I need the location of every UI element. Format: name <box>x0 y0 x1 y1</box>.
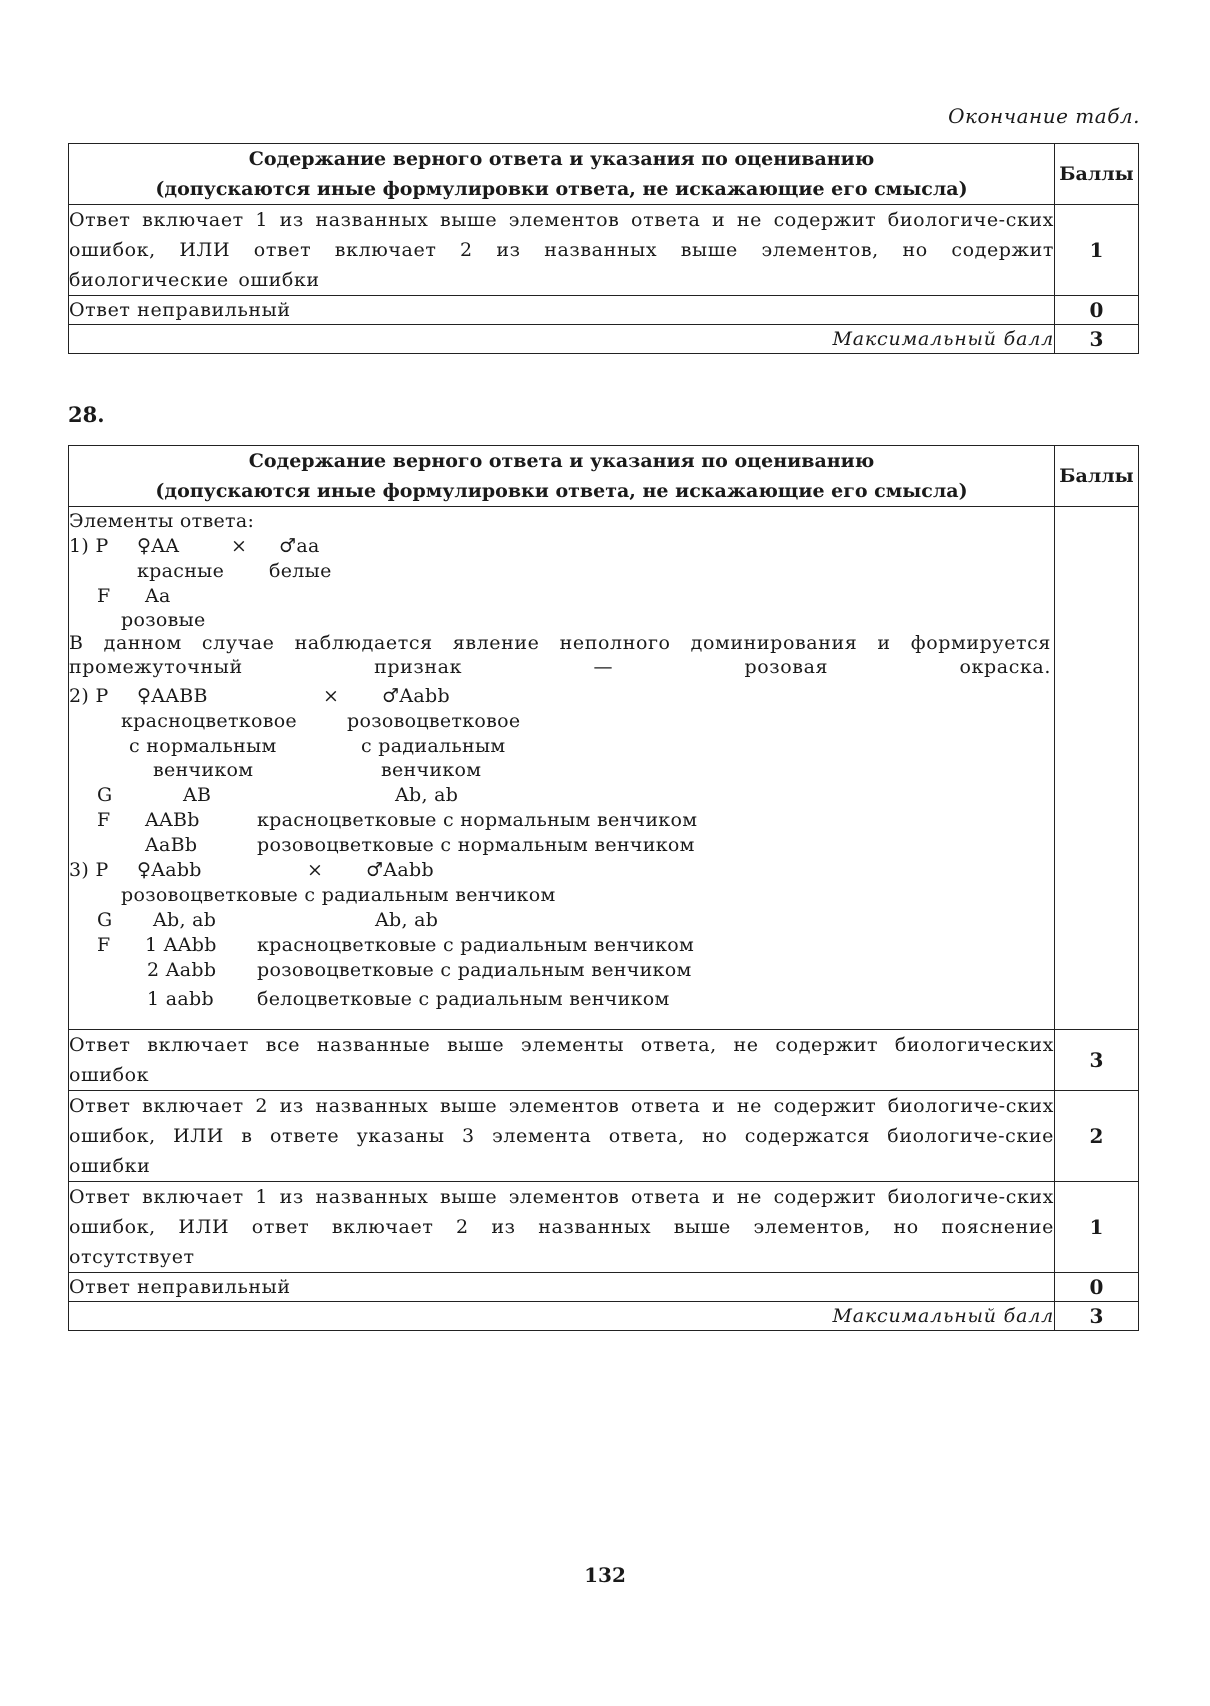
task-number: 28. <box>68 402 105 427</box>
criterion-points: 1 <box>1055 205 1139 296</box>
explanation-text: В данном случае наблюдается явление неполного доминирования и формируется промежуточный признак — розовая окраска. <box>69 632 1051 678</box>
criterion-points: 1 <box>1055 1182 1139 1273</box>
cross-1-label: 1) P <box>69 535 109 557</box>
cross-2-f2-phenotype: розовоцветковые с нормальным венчиком <box>257 834 695 856</box>
cross-3-f2-phenotype: розовоцветковые с радиальным венчиком <box>257 959 692 981</box>
cross-2-f2-genotype: AaBb <box>145 834 198 856</box>
table-header-row <box>69 144 1139 205</box>
header-content-cell <box>69 446 1055 507</box>
cross-3-f2-genotype: 2 Aabb <box>147 959 217 981</box>
page-number: 132 <box>584 1563 626 1587</box>
header-line-1: Содержание верного ответа и указания по оцениванию <box>248 450 875 472</box>
cross-2-male-phenotype-2: с радиальным <box>361 735 506 757</box>
criterion-points: 0 <box>1055 1273 1139 1302</box>
table-row <box>69 1273 1139 1302</box>
criterion-points: 2 <box>1055 1091 1139 1182</box>
cross-1-f-genotype: Aa <box>145 585 171 607</box>
grading-table-28 <box>68 445 1139 1331</box>
criterion-text: Ответ включает все названные выше элементы ответа, не содержит биологических ошибок <box>69 1030 1055 1091</box>
max-score-row <box>69 325 1139 354</box>
cross-2-male-gametes: Ab, ab <box>395 784 459 806</box>
header-line-1: Содержание верного ответа и указания по оцениванию <box>248 148 875 170</box>
cross-1-female: ♀AA <box>137 535 180 557</box>
header-points-cell: Баллы <box>1055 446 1139 507</box>
table-row <box>69 296 1139 325</box>
cross-1-female-phenotype: красные <box>137 560 225 582</box>
cross-2-g-label: G <box>97 784 113 806</box>
answer-elements-cell <box>69 507 1055 1030</box>
cross-1-male: ♂aa <box>279 535 320 557</box>
max-score-value: 3 <box>1055 1302 1139 1331</box>
cross-3-label: 3) P <box>69 859 109 881</box>
cross-2-male-phenotype-3: венчиком <box>381 759 482 781</box>
criterion-text: Ответ включает 2 из названных выше элементов ответа и не содержит биологиче-ских ошибок, ИЛИ в ответе указаны 3 элемента ответа, но содержатся биологиче-ские ошибки <box>69 1091 1055 1182</box>
cross-1-f-phenotype: розовые <box>121 609 206 631</box>
max-score-label: Максимальный балл <box>69 1302 1055 1331</box>
cross-3-f3-genotype: 1 aabb <box>147 988 214 1010</box>
continuation-note: Окончание табл. <box>948 104 1140 128</box>
cross-2-female-phenotype-2: с нормальным <box>129 735 277 757</box>
cross-3-female-gametes: Ab, ab <box>153 909 217 931</box>
criterion-text: Ответ неправильный <box>69 296 1055 325</box>
cross-2-label: 2) P <box>69 685 109 707</box>
table-row <box>69 1182 1139 1273</box>
cross-3-f-label: F <box>97 934 111 956</box>
criterion-points: 3 <box>1055 1030 1139 1091</box>
cross-2-sign: × <box>323 685 340 707</box>
criterion-text: Ответ неправильный <box>69 1273 1055 1302</box>
criterion-points: 0 <box>1055 296 1139 325</box>
table-row <box>69 1091 1139 1182</box>
header-points-cell: Баллы <box>1055 144 1139 205</box>
header-content-cell <box>69 144 1055 205</box>
cross-2-female: ♀AABB <box>137 685 208 707</box>
cross-3-male: ♂Aabb <box>366 859 434 881</box>
cross-2-f1-phenotype: красноцветковые с нормальным венчиком <box>257 809 698 831</box>
cross-3-sign: × <box>307 859 324 881</box>
cross-3-f3-phenotype: белоцветковые с радиальным венчиком <box>257 988 670 1010</box>
cross-2-male: ♂Aabb <box>382 685 450 707</box>
cross-3-f1-phenotype: красноцветковые с радиальным венчиком <box>257 934 695 956</box>
header-line-2: (допускаются иные формулировки ответа, не искажающие его смысла) <box>155 178 968 200</box>
table-row <box>69 1030 1139 1091</box>
cross-2-male-phenotype-1: розовоцветковое <box>347 710 521 732</box>
cross-2-f1-genotype: AABb <box>145 809 200 831</box>
cross-1-f-label: F <box>97 585 111 607</box>
elements-intro: Элементы ответа: <box>69 510 255 532</box>
cross-3-f1-genotype: 1 AAbb <box>145 934 217 956</box>
cross-1-sign: × <box>231 535 248 557</box>
cross-2-female-gametes: AB <box>183 784 212 806</box>
criterion-text: Ответ включает 1 из названных выше элементов ответа и не содержит биологиче-ских ошибок, ИЛИ ответ включает 2 из названных выше элементов, но пояснение отсутствует <box>69 1182 1055 1273</box>
cross-2-f-label: F <box>97 809 111 831</box>
answer-elements-row <box>69 507 1139 1030</box>
cross-3-parents-phenotype: розовоцветковые с радиальным венчиком <box>121 884 556 906</box>
cross-1-male-phenotype: белые <box>269 560 332 582</box>
cross-3-male-gametes: Ab, ab <box>375 909 439 931</box>
cross-3-g-label: G <box>97 909 113 931</box>
criterion-text: Ответ включает 1 из названных выше элементов ответа и не содержит биологиче-ских ошибок, ИЛИ ответ включает 2 из названных выше элементов, но содержит биологические ошибки <box>69 205 1055 296</box>
table-header-row <box>69 446 1139 507</box>
max-score-row <box>69 1302 1139 1331</box>
table-row <box>69 205 1139 296</box>
max-score-value: 3 <box>1055 325 1139 354</box>
answer-elements-points-cell <box>1055 507 1139 1030</box>
cross-3-female: ♀Aabb <box>137 859 202 881</box>
cross-2-female-phenotype-3: венчиком <box>153 759 254 781</box>
cross-2-female-phenotype-1: красноцветковое <box>121 710 297 732</box>
header-line-2: (допускаются иные формулировки ответа, не искажающие его смысла) <box>155 480 968 502</box>
grading-table-27 <box>68 143 1139 354</box>
max-score-label: Максимальный балл <box>69 325 1055 354</box>
